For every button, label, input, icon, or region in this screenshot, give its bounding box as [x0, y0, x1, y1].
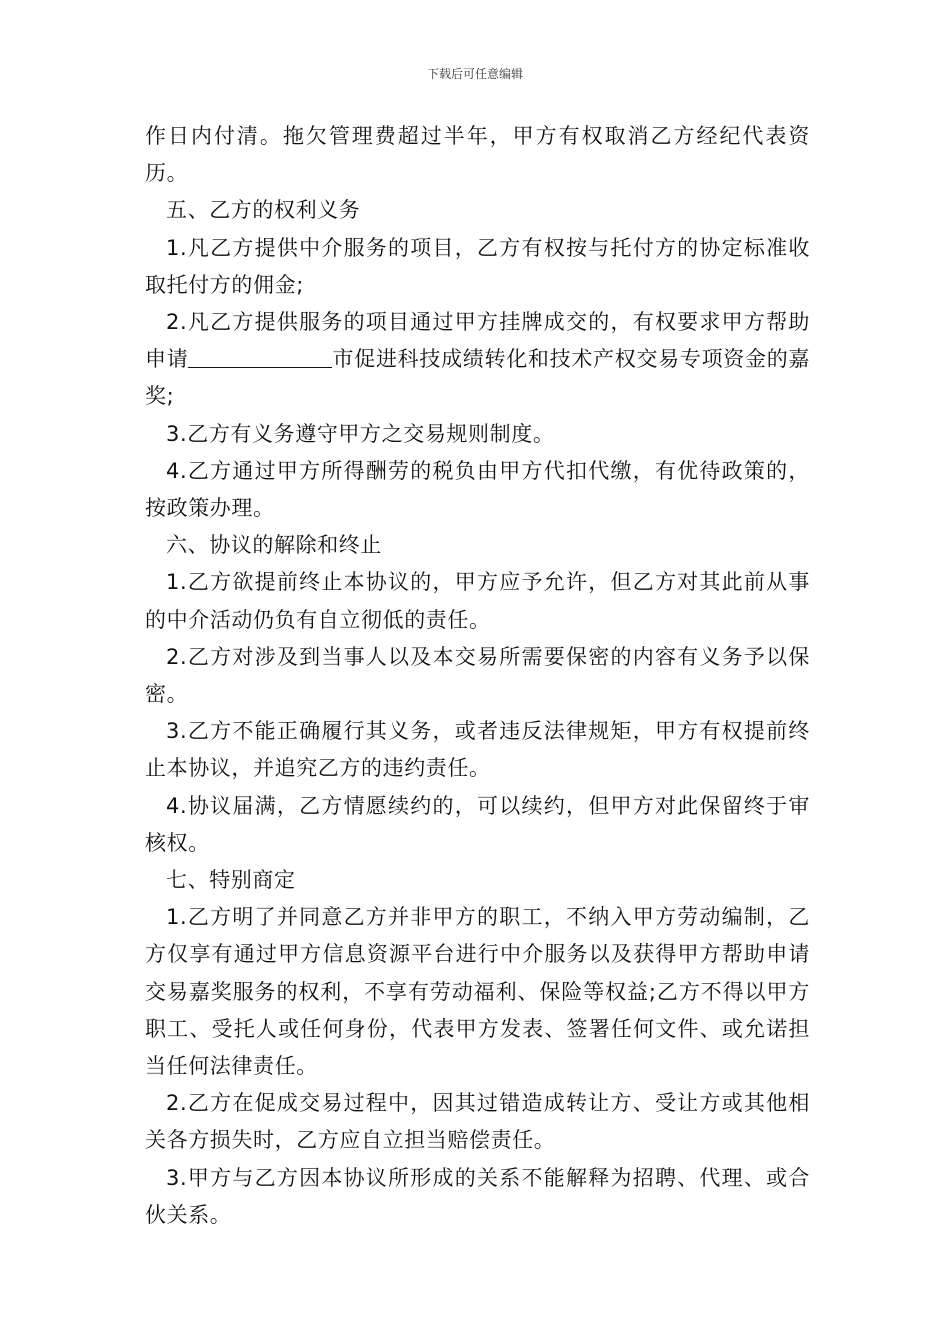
section-heading-7: 七、特别商定 [166, 868, 296, 893]
clause-7-3: 3.甲方与乙方因本协议所形成的关系不能解释为招聘、代理、或合伙关系。 [145, 1165, 810, 1227]
clause-6-3: 3.乙方不能正确履行其义务，或者违反法律规矩，甲方有权提前终止本协议，并追究乙方的违约责任。 [145, 719, 810, 781]
clause-7-2: 2.乙方在促成交易过程中，因其过错造成转让方、受让方或其他相关各方损失时，乙方应自立担当赔偿责任。 [145, 1091, 810, 1153]
clause-5-2 [145, 304, 810, 416]
clause-6-1: 1.乙方欲提前终止本协议的，甲方应予允许，但乙方对其此前从事的中介活动仍负有自立彻低的责任。 [145, 570, 810, 632]
fill-in-blank[interactable] [188, 345, 332, 368]
clause-5-2-text-start: 2.凡乙方提供服务的项目通过甲方挂牌成交的，有权要求甲方帮助申请 [145, 310, 810, 372]
document-body [145, 118, 810, 1234]
section-heading-5: 五、乙方的权利义务 [166, 198, 361, 223]
section-heading-6: 六、协议的解除和终止 [166, 533, 382, 558]
clause-6-2: 2.乙方对涉及到当事人以及本交易所需要保密的内容有义务予以保密。 [145, 644, 810, 707]
clause-6-4: 4.协议届满，乙方情愿续约的，可以续约，但甲方对此保留终于审核权。 [145, 793, 810, 855]
page-header-note: 下载后可任意编辑 [426, 67, 523, 81]
clause-5-2-text-end: 市促进科技成绩转化和技术产权交易专项资金的嘉奖; [145, 347, 810, 409]
clause-5-1: 1.凡乙方提供中介服务的项目，乙方有权按与托付方的协定标准收取托付方的佣金; [145, 235, 810, 297]
paragraph-continuation: 作日内付清。拖欠管理费超过半年，甲方有权取消乙方经纪代表资历。 [145, 124, 810, 186]
clause-7-1: 1.乙方明了并同意乙方并非甲方的职工，不纳入甲方劳动编制，乙方仅享有通过甲方信息资源平台进行中介服务以及获得甲方帮助申请交易嘉奖服务的权利，不享有劳动福利、保险等权益;乙方不得以甲方职工、受托人或任何身份，代表甲方发表、签署任何文件、或允诺担当任何法律责任。 [145, 905, 810, 1079]
clause-5-3: 3.乙方有义务遵守甲方之交易规则制度。 [166, 421, 555, 446]
clause-5-4: 4.乙方通过甲方所得酬劳的税负由甲方代扣代缴，有优待政策的，按政策办理。 [145, 458, 810, 521]
